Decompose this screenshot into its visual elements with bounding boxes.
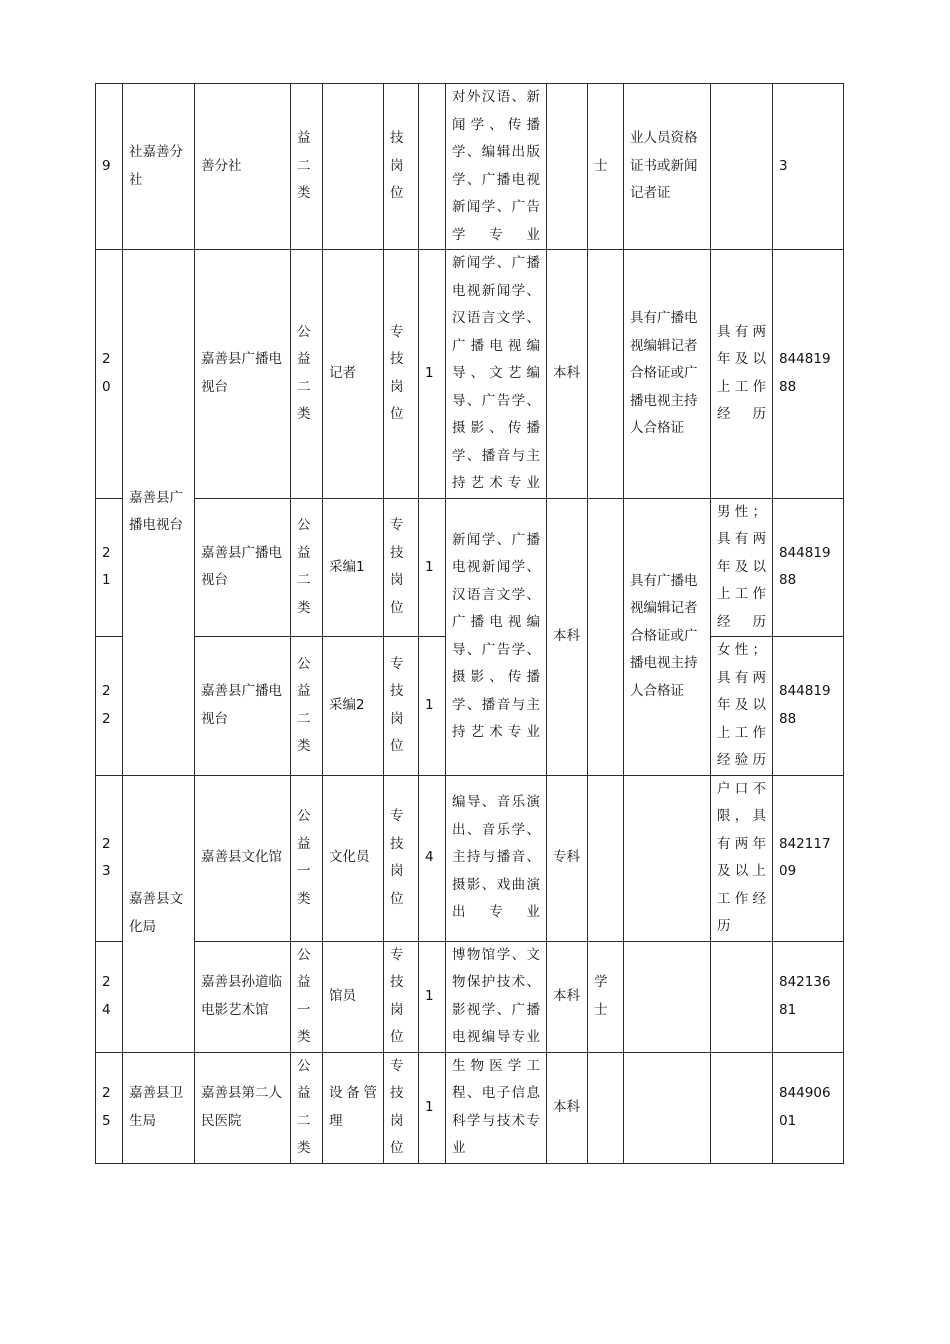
row-number: 9 <box>96 84 123 250</box>
post-cell: 记者 <box>323 250 384 499</box>
education-cell: 本科 <box>547 941 588 1052</box>
other-requirements-cell <box>711 1052 773 1163</box>
major-cell: 博物馆学、文物保护技术、影视学、广播电视编导专业 <box>446 941 547 1052</box>
table-row <box>96 84 844 250</box>
post-cell: 馆员 <box>323 941 384 1052</box>
post-category-cell: 专技岗位 <box>384 1052 419 1163</box>
unit-cell: 嘉善县广播电视台 <box>195 637 291 776</box>
unit-type-cell: 公益一类 <box>291 941 323 1052</box>
unit-type-cell: 公益二类 <box>291 1052 323 1163</box>
unit-type-cell: 公益二类 <box>291 250 323 499</box>
unit-type-cell: 公益二类 <box>291 637 323 776</box>
phone-cell: 84213681 <box>773 941 844 1052</box>
table-row <box>96 775 844 941</box>
education-cell: 本科 <box>547 250 588 499</box>
phone-cell: 84481988 <box>773 498 844 637</box>
phone-cell: 84481988 <box>773 250 844 499</box>
recruitment-table <box>95 83 844 1164</box>
education-cell: 本科 <box>547 1052 588 1163</box>
row-number: 22 <box>96 637 123 776</box>
degree-cell <box>588 775 624 941</box>
department-cell: 嘉善县卫生局 <box>123 1052 195 1163</box>
unit-type-cell: 益二类 <box>291 84 323 250</box>
major-cell: 新闻学、广播电视新闻学、汉语言文学、广播电视编导、文艺编导、广告学、摄影、传播学、播音与主持艺术专业 <box>446 250 547 499</box>
row-number: 23 <box>96 775 123 941</box>
degree-cell <box>588 250 624 499</box>
row-number: 21 <box>96 498 123 637</box>
count-cell: 1 <box>419 498 446 637</box>
department-cell: 嘉善县广播电视台 <box>123 250 195 776</box>
row-number: 24 <box>96 941 123 1052</box>
education-cell <box>547 84 588 250</box>
degree-cell: 学士 <box>588 941 624 1052</box>
other-requirements-cell: 男性；具有两年及以上工作经历 <box>711 498 773 637</box>
unit-cell: 嘉善县文化馆 <box>195 775 291 941</box>
post-category-cell: 专技岗位 <box>384 941 419 1052</box>
table-row <box>96 1052 844 1163</box>
major-cell: 对外汉语、新闻学、传播学、编辑出版学、广播电视新闻学、广告学专业 <box>446 84 547 250</box>
other-requirements-cell: 户口不限，具有两年及以上工作经历 <box>711 775 773 941</box>
major-cell: 生物医学工程、电子信息科学与技术专业 <box>446 1052 547 1163</box>
phone-cell: 3 <box>773 84 844 250</box>
certificate-cell <box>624 941 711 1052</box>
unit-type-cell: 公益二类 <box>291 498 323 637</box>
count-cell: 1 <box>419 1052 446 1163</box>
table-row <box>96 250 844 499</box>
post-category-cell: 专技岗位 <box>384 637 419 776</box>
degree-cell <box>588 1052 624 1163</box>
post-cell: 采编2 <box>323 637 384 776</box>
phone-cell: 84211709 <box>773 775 844 941</box>
certificate-cell <box>624 1052 711 1163</box>
degree-cell: 士 <box>588 84 624 250</box>
education-cell: 本科 <box>547 498 588 775</box>
post-cell: 文化员 <box>323 775 384 941</box>
post-category-cell: 专技岗位 <box>384 775 419 941</box>
phone-cell: 84481988 <box>773 637 844 776</box>
post-category-cell: 专技岗位 <box>384 498 419 637</box>
other-requirements-cell <box>711 941 773 1052</box>
count-cell <box>419 84 446 250</box>
unit-cell: 嘉善县第二人民医院 <box>195 1052 291 1163</box>
major-cell: 新闻学、广播电视新闻学、汉语言文学、广播电视编导、广告学、摄影、传播学、播音与主持艺术专业 <box>446 498 547 775</box>
degree-cell <box>588 498 624 775</box>
unit-cell: 嘉善县广播电视台 <box>195 250 291 499</box>
other-requirements-cell <box>711 84 773 250</box>
table-row <box>96 498 844 637</box>
post-cell: 采编1 <box>323 498 384 637</box>
certificate-cell <box>624 775 711 941</box>
unit-type-cell: 公益一类 <box>291 775 323 941</box>
education-cell: 专科 <box>547 775 588 941</box>
post-category-cell: 专技岗位 <box>384 250 419 499</box>
table-row <box>96 941 844 1052</box>
unit-cell: 嘉善县孙道临电影艺术馆 <box>195 941 291 1052</box>
department-cell: 嘉善县文化局 <box>123 775 195 1052</box>
row-number: 25 <box>96 1052 123 1163</box>
unit-cell: 嘉善县广播电视台 <box>195 498 291 637</box>
count-cell: 1 <box>419 941 446 1052</box>
row-number: 20 <box>96 250 123 499</box>
post-category-cell: 技岗位 <box>384 84 419 250</box>
certificate-cell: 具有广播电视编辑记者合格证或广播电视主持人合格证 <box>624 250 711 499</box>
major-cell: 编导、音乐演出、音乐学、主持与播音、摄影、戏曲演出专业 <box>446 775 547 941</box>
count-cell: 1 <box>419 637 446 776</box>
count-cell: 1 <box>419 250 446 499</box>
certificate-cell: 业人员资格证书或新闻记者证 <box>624 84 711 250</box>
unit-cell: 善分社 <box>195 84 291 250</box>
post-cell <box>323 84 384 250</box>
certificate-cell: 具有广播电视编辑记者合格证或广播电视主持人合格证 <box>624 498 711 775</box>
other-requirements-cell: 具有两年及以上工作经历 <box>711 250 773 499</box>
count-cell: 4 <box>419 775 446 941</box>
other-requirements-cell: 女性；具有两年及以上工作经验历 <box>711 637 773 776</box>
department-cell: 社嘉善分社 <box>123 84 195 250</box>
post-cell: 设备管理 <box>323 1052 384 1163</box>
phone-cell: 84490601 <box>773 1052 844 1163</box>
